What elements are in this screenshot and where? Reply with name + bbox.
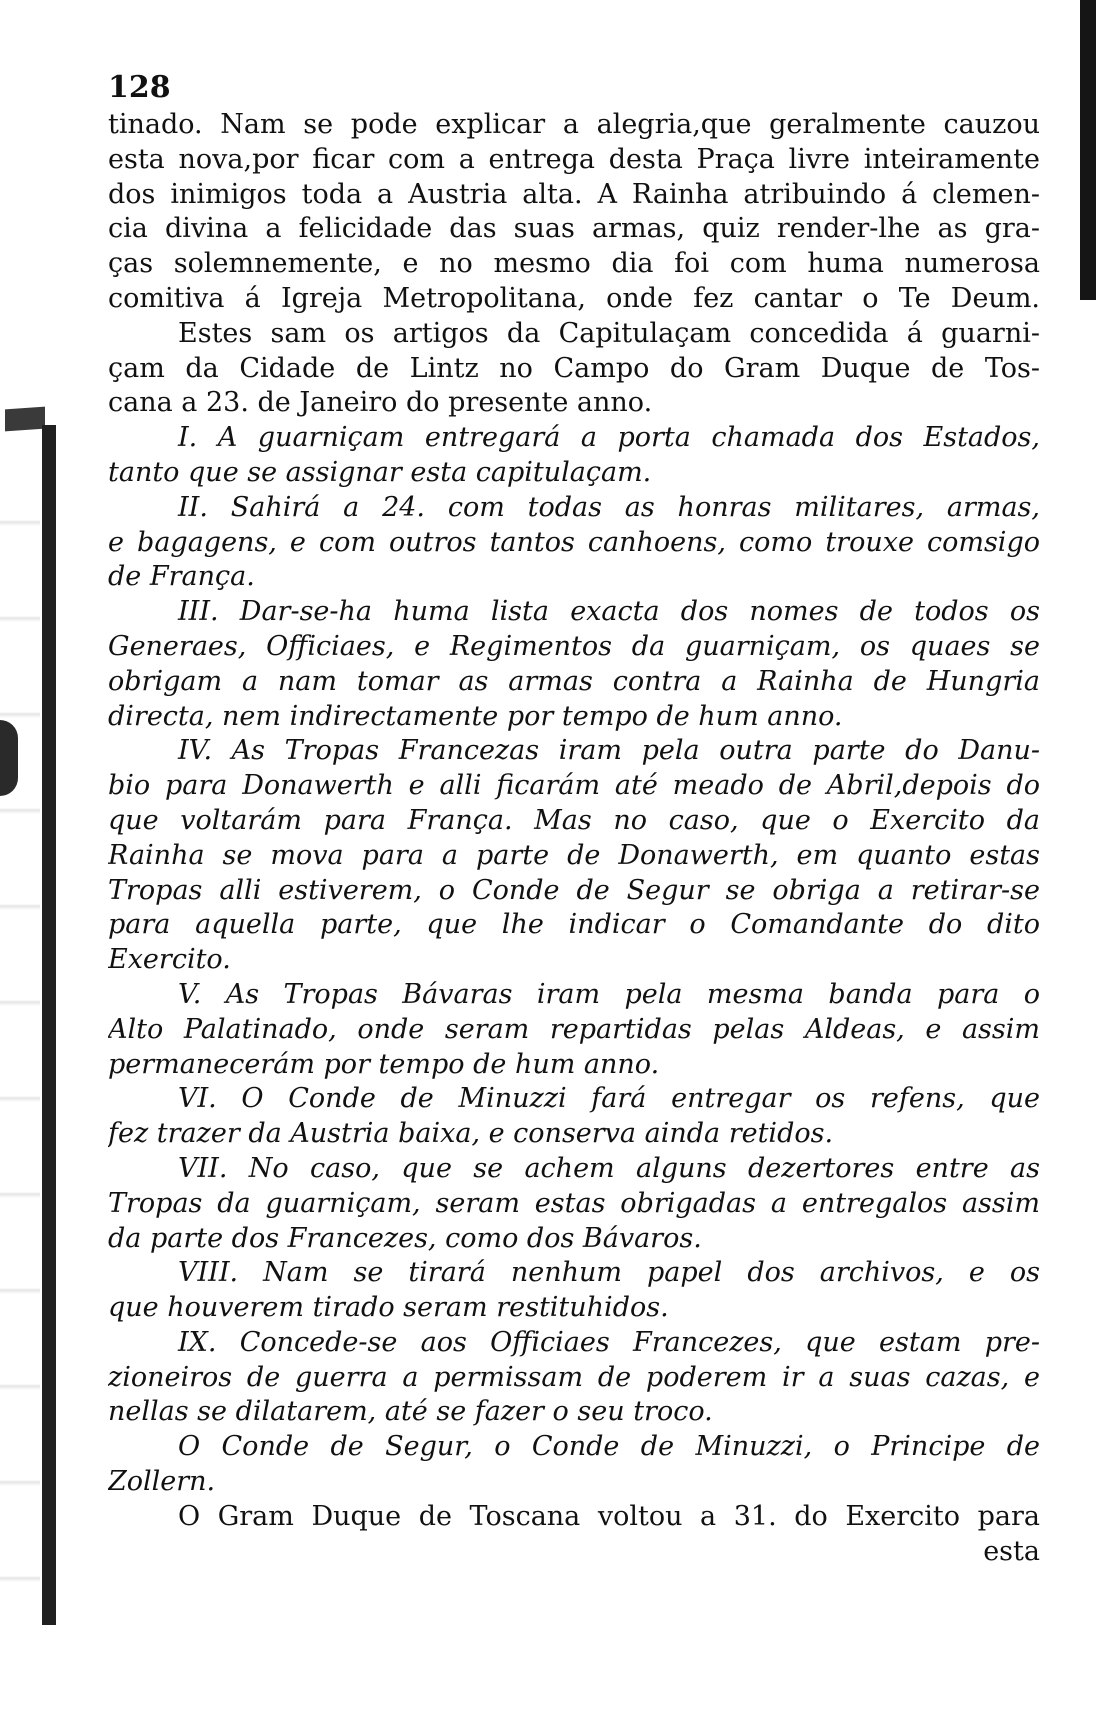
scan-edge-notch [0,720,18,796]
article-line: I. A guarniçam entregará a porta chamada dos Estados, [178,422,1040,454]
article-line: VIII. Nam se tirará nenhum papel dos archivos, e os [178,1257,1040,1289]
scan-edge-left [42,425,56,1625]
article-line: para aquella parte, que lhe indicar o Comandante do dito [108,909,1040,941]
scan-edge-fringe [0,430,40,1630]
signatories-line: O Conde de Segur, o Conde de Minuzzi, o Principe de [178,1431,1040,1463]
article-line: que voltarám para França. Mas no caso, que o Exercito da [108,804,1040,836]
text-line: çam da Cidade de Lintz no Campo do Gram Duque de Tos- [108,352,1040,384]
text-line: Estes sam os artigos da Capitulaçam concedida á guarni- [178,317,1040,349]
article-line: VII. No caso, que se achem alguns dezertores entre as [178,1152,1040,1184]
article-line: IX. Concede-se aos Officiaes Francezes, que estam pre- [178,1326,1040,1358]
article-line: permanecerám por tempo de hum anno. [108,1048,660,1080]
text-line: esta nova,por ficar com a entrega desta Praça livre inteiramente [108,143,1040,175]
article-line: Generaes, Officiaes, e Regimentos da guarniçam, os quaes se [108,630,1040,662]
article-line: directa, nem indirectamente por tempo de hum anno. [108,700,843,732]
article-line: e bagagens, e com outros tantos canhoens, como trouxe comsigo [108,526,1040,558]
article-line: IV. As Tropas Francezas iram pela outra parte do Danu- [178,735,1040,767]
text-line: cana a 23. de Janeiro do presente anno. [108,387,653,419]
article-line: II. Sahirá a 24. com todas as honras militares, armas, [178,491,1040,523]
page-number: 128 [108,70,171,105]
text-line: cia divina a felicidade das suas armas, quiz render-lhe as gra- [108,213,1040,245]
article-line: obrigam a nam tomar as armas contra a Rainha de Hungria [108,665,1040,697]
article-line: tanto que se assignar esta capitulaçam. [108,456,652,488]
article-line: fez trazer da Austria baixa, e conserva ainda retidos. [108,1118,834,1150]
text-line: O Gram Duque de Toscana voltou a 31. do Exercito para [178,1500,1040,1532]
text-line: comitiva á Igreja Metropolitana, onde fez cantar o Te Deum. [108,282,1040,314]
text-line: ças solemnemente, e no mesmo dia foi com huma numerosa [108,248,1040,280]
text-line: dos inimigos toda a Austria alta. A Rainha atribuindo á clemen- [108,178,1040,210]
article-line: zioneiros de guerra a permissam de poderem ir a suas cazas, e [108,1361,1040,1393]
text-line: tinado. Nam se pode explicar a alegria,que geralmente cauzou [108,109,1040,140]
scan-edge-left-top [5,407,45,432]
signatories-line: Zollern. [108,1466,216,1498]
article-line: de França. [108,561,255,593]
article-line: Tropas da guarniçam, seram estas obrigadas a entregalos assim [108,1187,1040,1219]
article-line: Exercito. [108,944,231,976]
article-line: V. As Tropas Bávaras iram pela mesma banda para o [178,978,1040,1010]
article-line: III. Dar-se-ha huma lista exacta dos nomes de todos os [178,596,1040,628]
catchword: esta [983,1535,1040,1567]
article-line: nellas se dilatarem, até se fazer o seu troco. [108,1396,713,1428]
article-line: Alto Palatinado, onde seram repartidas pelas Aldeas, e assim [108,1013,1040,1045]
article-line: da parte dos Francezes, como dos Bávaros. [108,1222,702,1254]
scan-edge-right [1080,0,1096,300]
article-line: bio para Donawerth e alli ficarám até meado de Abril,depois do [108,770,1040,802]
article-line: Tropas alli estiverem, o Conde de Segur se obriga a retirar-se [108,874,1040,906]
article-line: que houverem tirado seram restituhidos. [108,1292,669,1324]
article-line: Rainha se mova para a parte de Donawerth, em quanto estas [108,839,1040,871]
page-text [108,68,1040,1569]
article-line: VI. O Conde de Minuzzi fará entregar os refens, que [178,1083,1040,1115]
